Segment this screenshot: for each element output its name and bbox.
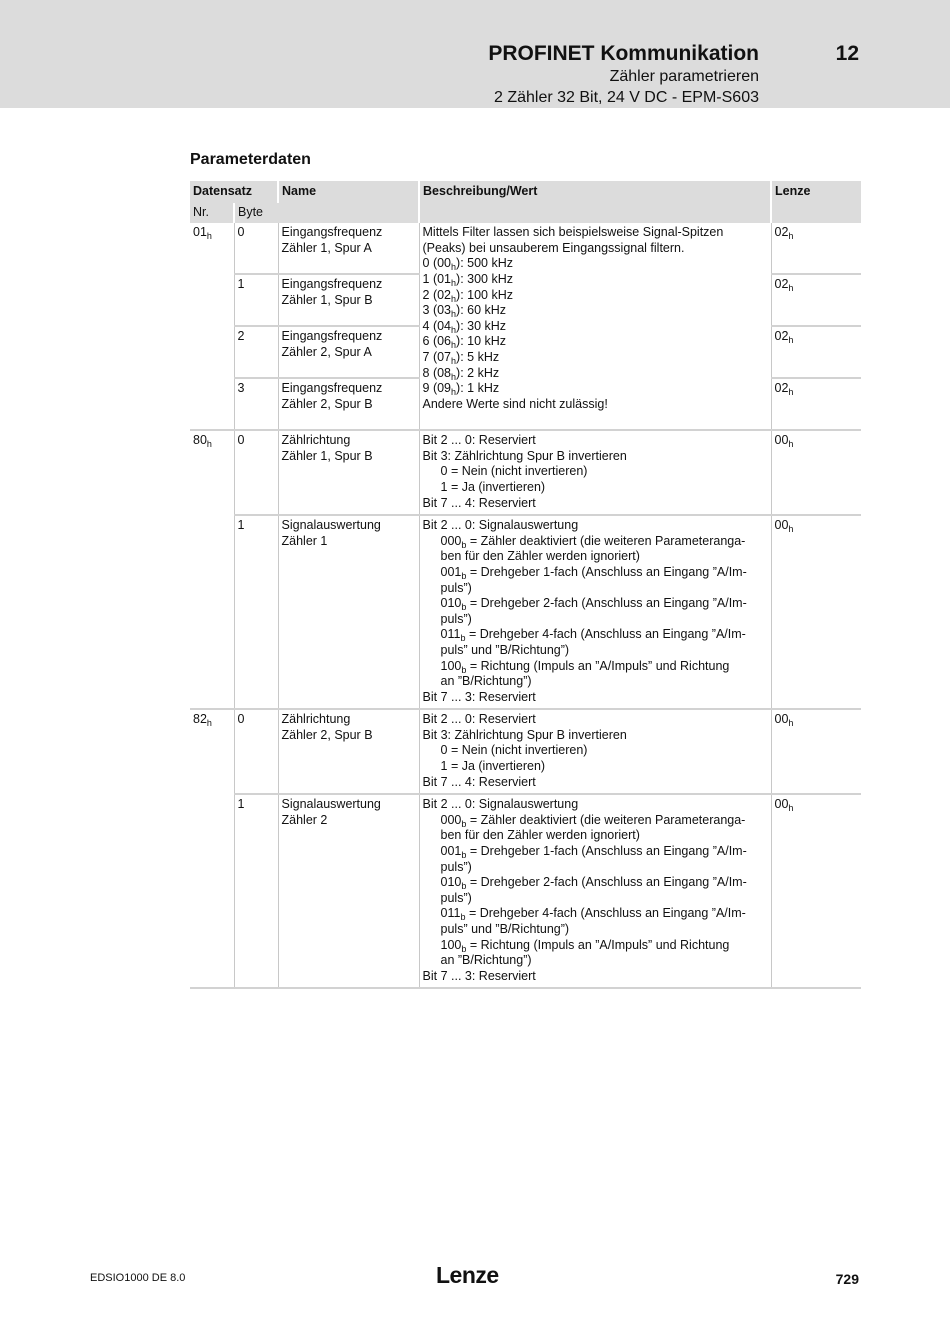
- byte-cell: 0: [234, 223, 278, 274]
- name-cell: Eingangsfrequenz Zähler 1, Spur A: [278, 223, 419, 274]
- record-nr: $01_h$: [190, 223, 234, 430]
- byte-cell: 1: [234, 794, 278, 988]
- freq-option: 7 $(07_h)$: 5 kHz: [422, 349, 500, 366]
- freq-option: 6 $(06_h)$: 10 kHz: [422, 334, 507, 351]
- byte-cell: 0: [234, 709, 278, 794]
- byte-cell: 2: [234, 326, 278, 378]
- table-header-row: [190, 181, 861, 203]
- lenze-cell: $00_h$: [771, 430, 861, 515]
- header-lenze: Lenze: [771, 181, 861, 223]
- freq-option: 9 $(09_h)$: 1 kHz: [422, 381, 500, 398]
- byte-cell: 1: [234, 274, 278, 326]
- name-cell: Zählrichtung Zähler 1, Spur B: [278, 430, 419, 515]
- chapter-number: 12: [835, 42, 859, 65]
- header-byte: Byte: [234, 203, 278, 224]
- table-row: [190, 794, 861, 988]
- description-cell: Bit 2 ... 0: Reserviert Bit 3: Zählrichtung Spur B invertieren 0 = Nein (nicht invertieren) 1 = Ja (invertieren) Bit 7 ... 4: Reserviert: [419, 709, 771, 794]
- description-cell: Bit 2 ... 0: Signalauswertung $000_b$ = Zähler deaktiviert (die weiteren Parameteranga- ben für den Zähler werden ignoriert) $001_b$ = Drehgeber 1-fach (Anschluss an Eingang ”A/Im- puls”) $010_b$ = Drehgeber 2-fach (Anschluss an Eingang ”A/Im- puls”) $011_b$ = Drehgeber 4-fach (Anschluss an Eingang ”A/Im- puls” und ”B/Richtung”) $100_b$ = Richtung (Impuls an ”A/Impuls” und Richtung an ”B/Richtung”) Bit 7 ... 3: Reserviert: [419, 794, 771, 988]
- byte-cell: 3: [234, 378, 278, 430]
- table-row: [190, 515, 861, 709]
- record-nr: $80_h$: [190, 430, 234, 709]
- header-description: Beschreibung/Wert: [419, 181, 771, 223]
- page-subtitle-2: 2 Zähler 32 Bit, 24 V DC - EPM-S603: [494, 89, 759, 106]
- byte-cell: 0: [234, 430, 278, 515]
- name-cell: Eingangsfrequenz Zähler 2, Spur B: [278, 378, 419, 430]
- table-row: [190, 430, 861, 515]
- parameter-table: [190, 181, 861, 989]
- document-id: EDSIO1000 DE 8.0: [90, 1272, 186, 1284]
- page-title: PROFINET Kommunikation: [488, 42, 759, 65]
- description-cell: Bit 2 ... 0: Reserviert Bit 3: Zählrichtung Spur B invertieren 0 = Nein (nicht invertieren) 1 = Ja (invertieren) Bit 7 ... 4: Reserviert: [419, 430, 771, 515]
- lenze-cell: $00_h$: [771, 515, 861, 709]
- lenze-cell: $02_h$: [771, 274, 861, 326]
- header-name: Name: [278, 181, 419, 223]
- lenze-cell: $00_h$: [771, 794, 861, 988]
- table-row: [190, 709, 861, 794]
- byte-cell: 1: [234, 515, 278, 709]
- lenze-cell: $02_h$: [771, 223, 861, 274]
- lenze-cell: $00_h$: [771, 709, 861, 794]
- table-row: [190, 223, 861, 274]
- freq-option: 1 $(01_h)$: 300 kHz: [422, 271, 513, 288]
- lenze-logo: Lenze: [436, 1262, 499, 1288]
- description-cell: Bit 2 ... 0: Signalauswertung $000_b$ = Zähler deaktiviert (die weiteren Parameteranga- ben für den Zähler werden ignoriert) $001_b$ = Drehgeber 1-fach (Anschluss an Eingang ”A/Im- puls”) $010_b$ = Drehgeber 2-fach (Anschluss an Eingang ”A/Im- puls”) $011_b$ = Drehgeber 4-fach (Anschluss an Eingang ”A/Im- puls” und ”B/Richtung”) $100_b$ = Richtung (Impuls an ”A/Impuls” und Richtung an ”B/Richtung”) Bit 7 ... 3: Reserviert: [419, 515, 771, 709]
- page-subtitle-1: Zähler parametrieren: [609, 68, 759, 85]
- freq-option: 8 $(08_h)$: 2 kHz: [422, 365, 500, 382]
- name-cell: Zählrichtung Zähler 2, Spur B: [278, 709, 419, 794]
- section-title: Parameterdaten: [190, 151, 311, 168]
- name-cell: Eingangsfrequenz Zähler 2, Spur A: [278, 326, 419, 378]
- freq-option: 4 $(04_h)$: 30 kHz: [422, 318, 507, 335]
- name-cell: Signalauswertung Zähler 1: [278, 515, 419, 709]
- name-cell: Signalauswertung Zähler 2: [278, 794, 419, 988]
- record-nr: $82_h$: [190, 709, 234, 988]
- freq-option: 0 $(00_h)$: 500 kHz: [422, 256, 513, 273]
- lenze-cell: $02_h$: [771, 378, 861, 430]
- page-number: 729: [835, 1271, 859, 1287]
- description-cell: Mittels Filter lassen sich beispielsweise Signal-Spitzen (Peaks) bei unsauberem Eingangssignal filtern. 0 $(00_h)$: 500 kHz 1 $(01_h)$: 300 kHz 2 $(02_h)$: 100 kHz 3 $(03_h)$: 60 kHz 4 $(04_h)$: 30 kHz 6 $(06_h)$: 10 kHz 7 $(07_h)$: 5 kHz 8 $(08_h)$: 2 kHz 9 $(09_h)$: 1 kHz Andere Werte sind nicht zulässig!: [419, 223, 771, 430]
- name-cell: Eingangsfrequenz Zähler 1, Spur B: [278, 274, 419, 326]
- header-nr: Nr.: [190, 203, 234, 224]
- header-band: [0, 0, 950, 108]
- freq-option: 2 $(02_h)$: 100 kHz: [422, 287, 513, 304]
- freq-option: 3 $(03_h)$: 60 kHz: [422, 303, 507, 320]
- lenze-cell: $02_h$: [771, 326, 861, 378]
- header-datensatz: Datensatz: [190, 181, 278, 203]
